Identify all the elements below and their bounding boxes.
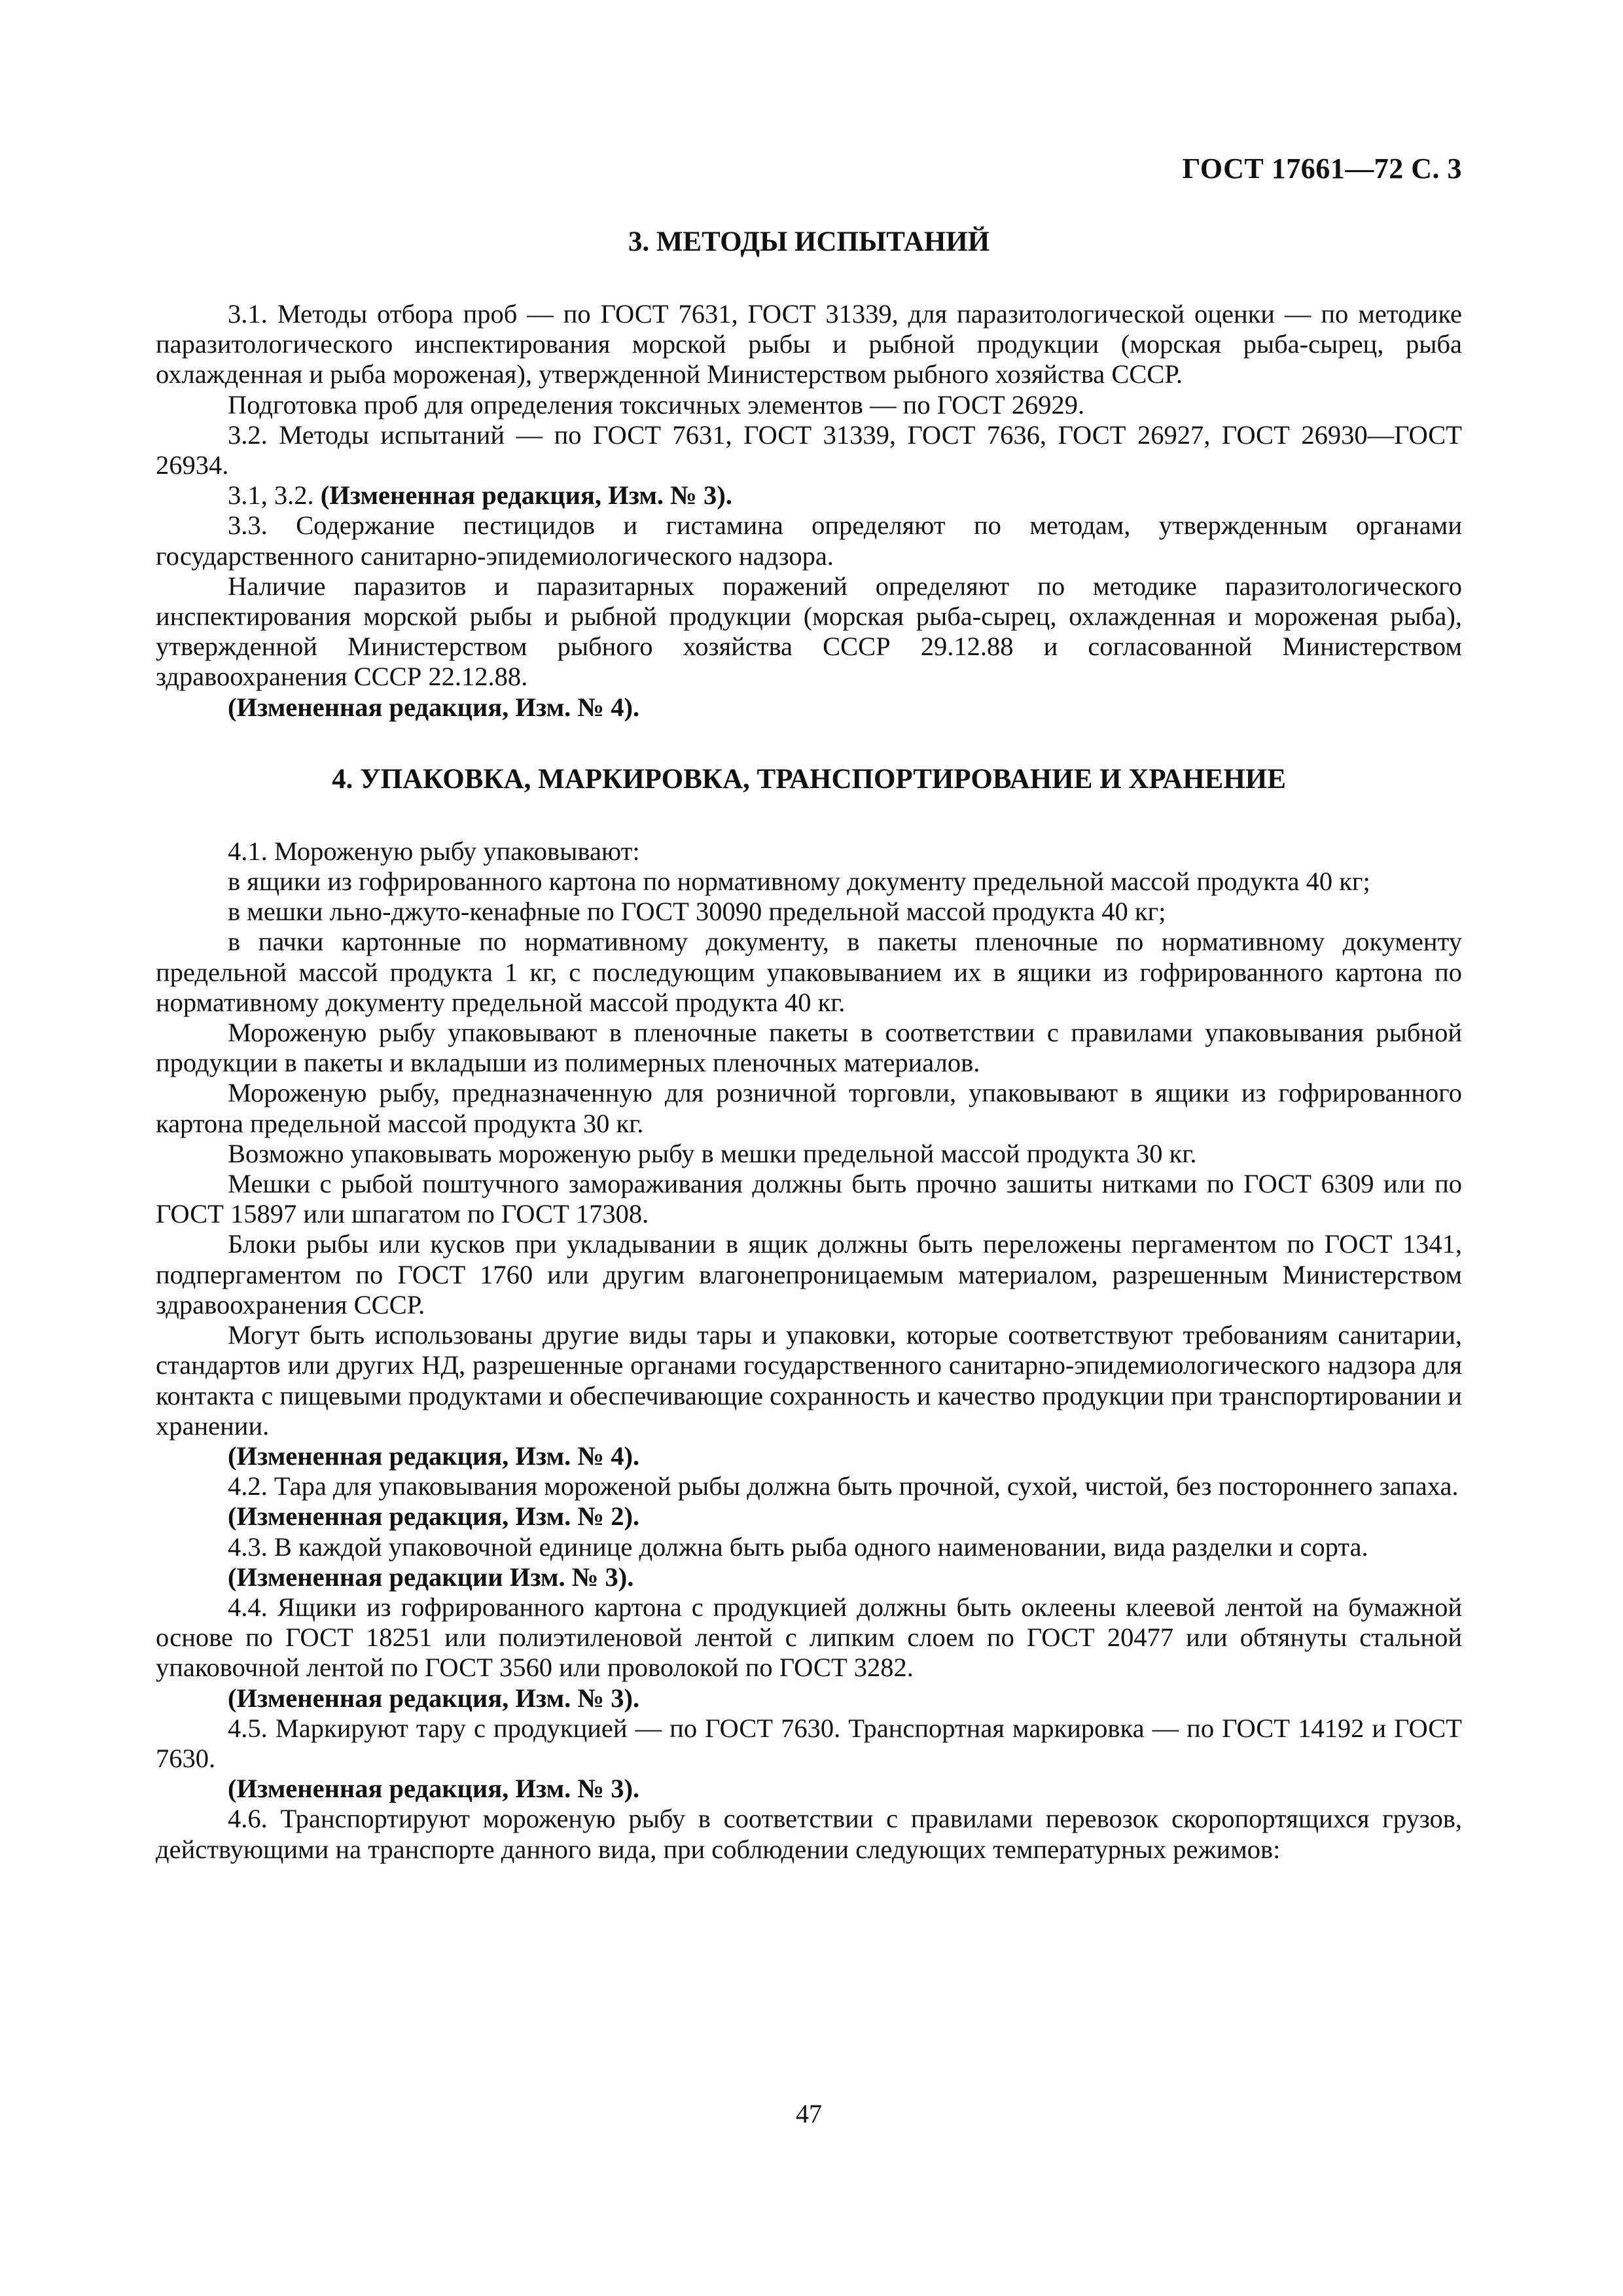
paragraph-3-3-parasites: Наличие паразитов и паразитарных поражений определяют по методике паразитологического инспектирования морской рыбы и рыбной продукции (морская рыба-сырец, охлажденная и мороженая рыба), утвержденной Министерством рыбного хозяйства СССР 29.12.88 и согласованной Министерством здравоохранения СССР 22.12.88. (156, 571, 1462, 692)
paragraph-4-1-parchment: Блоки рыбы или кусков при укладывании в ящик должны быть переложены пергаментом по ГОСТ 1341, подпергаментом по ГОСТ 1760 или другим влагонепроницаемым материалом, разрешенным Министерством здравоохранения СССР. (156, 1229, 1462, 1319)
paragraph-3-3: 3.3. Содержание пестицидов и гистамина определяют по методам, утвержденным органами государственного санитарно-эпидемиологического надзора. (156, 511, 1462, 571)
section-4-title: 4. УПАКОВКА, МАРКИРОВКА, ТРАНСПОРТИРОВАНИЕ И ХРАНЕНИЕ (332, 763, 1286, 795)
paragraph-4-1-bags-30kg: Возможно упаковывать мороженую рыбу в мешки предельной массой продукта 30 кг. (228, 1138, 1197, 1168)
clause-ref: 3.1, 3.2. (228, 480, 321, 511)
paragraph-4-3: 4.3. В каждой упаковочной единице должна быть рыба одного наименовании, вида разделки и сорта. (228, 1532, 1368, 1562)
paragraph-3-1-samples: Подготовка проб для определения токсичных элементов — по ГОСТ 26929. (228, 389, 1085, 420)
paragraph-4-1-packs: в пачки картонные по нормативному документу, в пакеты пленочные по нормативному документу предельной массой продукта 1 кг, с последующим упаковыванием их в ящики из гофрированного картона по нормативному документу предельной массой продукта 40 кг. (156, 927, 1462, 1017)
paragraph-4-1: 4.1. Мороженую рыбу упаковывают: (228, 836, 640, 866)
amendment-note: (Измененная редакции Изм. № 3). (228, 1562, 634, 1592)
running-header: ГОСТ 17661—72 С. 3 (1182, 152, 1462, 185)
paragraph-4-1-boxes: в ящики из гофрированного картона по нормативному документу предельной массой продукта 40 кг; (228, 867, 1370, 897)
paragraph-4-1-film-bags: Мороженую рыбу упаковывают в пленочные пакеты в соответствии с правилами упаковывания рыбной продукции в пакеты и вкладыши из полимерных пленочных материалов. (156, 1018, 1462, 1078)
amendment-note: (Измененная редакция, Изм. № 4). (228, 1441, 640, 1471)
paragraph-3-1-3-2-amend (156, 480, 1462, 511)
paragraph-4-1-sewing: Мешки с рыбой поштучного замораживания должны быть прочно зашиты нитками по ГОСТ 6309 или по ГОСТ 15897 или шпагатом по ГОСТ 17308. (156, 1169, 1462, 1229)
paragraph-3-2: 3.2. Методы испытаний — по ГОСТ 7631, ГОСТ 31339, ГОСТ 7636, ГОСТ 26927, ГОСТ 26930—ГОСТ 26934. (156, 420, 1462, 480)
paragraph-4-6: 4.6. Транспортируют мороженую рыбу в соответствии с правилами перевозок скоропортящихся грузов, действующими на транспорте данного вида, при соблюдении следующих температурных режимов: (156, 1804, 1462, 1864)
amendment-note: (Измененная редакция, Изм. № 2). (228, 1501, 640, 1532)
paragraph-4-1-bags: в мешки льно-джуто-кенафные по ГОСТ 30090 предельной массой продукта 40 кг; (228, 897, 1166, 927)
document-body (156, 226, 1462, 1865)
paragraph-4-2: 4.2. Тара для упаковывания мороженой рыбы должна быть прочной, сухой, чистой, без постороннего запаха. (228, 1471, 1459, 1501)
amendment-note: (Измененная редакция, Изм. № 3). (320, 480, 732, 511)
amendment-note: (Измененная редакция, Изм. № 3). (228, 1774, 640, 1804)
section-3-title: 3. МЕТОДЫ ИСПЫТАНИЙ (628, 226, 990, 257)
paragraph-4-1-other-packaging: Могут быть использованы другие виды тары и упаковки, которые соответствуют требованиям санитарии, стандартов или других НД, разрешенные органами государственного санитарно-эпидемиологического надзора для контакта с пищевыми продуктами и обеспечивающие сохранность и качество продукции при транспортировании и хранении. (156, 1320, 1462, 1441)
paragraph-3-1: 3.1. Методы отбора проб — по ГОСТ 7631, ГОСТ 31339, для паразитологической оценки — по методике паразитологического инспектирования морской рыбы и рыбной продукции (морская рыба-сырец, рыба охлажденная и рыба мороженая), утвержденной Министерством рыбного хозяйства СССР. (156, 299, 1462, 389)
paragraph-4-5: 4.5. Маркируют тару с продукцией — по ГОСТ 7630. Транспортная маркировка — по ГОСТ 14192 и ГОСТ 7630. (156, 1713, 1462, 1773)
paragraph-4-1-retail: Мороженую рыбу, предназначенную для розничной торговли, упаковывают в ящики из гофрированного картона предельной массой продукта 30 кг. (156, 1078, 1462, 1138)
page-number: 47 (796, 2099, 822, 2128)
amendment-note: (Измененная редакция, Изм. № 3). (228, 1683, 640, 1713)
amendment-note: (Измененная редакция, Изм. № 4). (228, 692, 640, 722)
document-page (156, 0, 1462, 2296)
paragraph-4-4: 4.4. Ящики из гофрированного картона с продукцией должны быть оклеены клеевой лентой на бумажной основе по ГОСТ 18251 или полиэтиленовой лентой с липким слоем по ГОСТ 20477 или обтянуты стальной упаковочной лентой по ГОСТ 3560 или проволокой по ГОСТ 3282. (156, 1592, 1462, 1683)
